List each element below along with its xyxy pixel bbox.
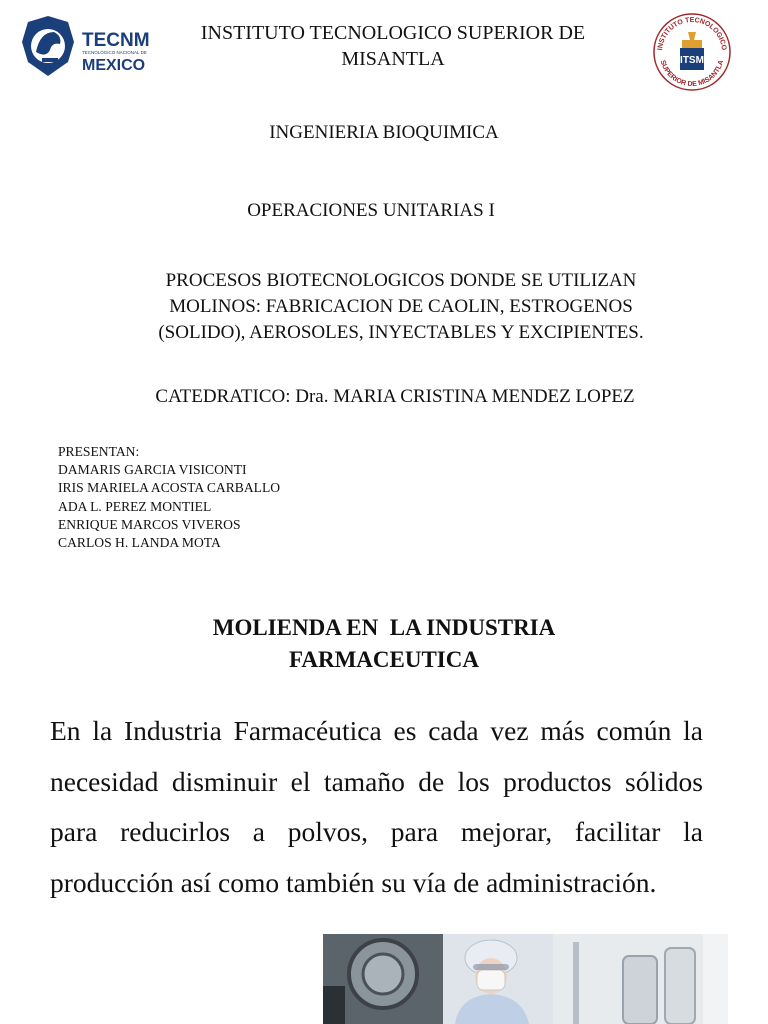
presenter-name: ADA L. PEREZ MONTIEL: [58, 498, 212, 514]
section-heading-line1: MOLIENDA EN LA INDUSTRIA: [212, 615, 556, 640]
career-name: INGENIERIA BIOQUIMICA: [269, 122, 499, 143]
svg-text:SUPERIOR DE MISANTLA: SUPERIOR DE MISANTLA: [658, 59, 726, 89]
laboratory-photo: [323, 934, 728, 1024]
svg-text:TECNOLÓGICO NACIONAL DE: TECNOLÓGICO NACIONAL DE: [82, 50, 147, 55]
teacher-name: CATEDRATICO: Dra. MARIA CRISTINA MENDEZ LOPEZ: [155, 386, 635, 407]
svg-text:TECNM: TECNM: [82, 30, 150, 51]
presenter-name: ENRIQUE MARCOS VIVEROS: [58, 516, 241, 532]
presenter-name: DAMARIS GARCIA VISICONTI: [58, 462, 247, 478]
institute-name: [175, 20, 611, 72]
svg-text:INSTITUTO TECNOLOGICO: INSTITUTO TECNOLOGICO: [657, 16, 728, 51]
svg-text:MEXICO: MEXICO: [82, 57, 146, 74]
presenters-list: [58, 443, 280, 552]
institute-name-line1: INSTITUTO TECNOLOGICO SUPERIOR DE: [200, 22, 586, 44]
section-heading: [120, 612, 648, 676]
topic-title-line1: PROCESOS BIOTECNOLOGICOS DONDE SE UTILIZAN: [165, 270, 637, 291]
svg-text:ITSM: ITSM: [680, 55, 704, 66]
subject-name: OPERACIONES UNITARIAS I: [247, 200, 495, 221]
presenter-name: CARLOS H. LANDA MOTA: [58, 535, 221, 551]
topic-title-line3: (SOLIDO), AEROSOLES, INYECTABLES Y EXCIPIENTES.: [158, 322, 644, 343]
presenters-label: PRESENTAN:: [58, 444, 140, 459]
topic-title: [115, 268, 687, 346]
itsm-seal-logo: [652, 12, 732, 92]
institute-name-line2: MISANTLA: [341, 48, 445, 70]
topic-title-line2: MOLINOS: FABRICACION DE CAOLIN, ESTROGENOS: [169, 296, 633, 317]
section-body-paragraph: En la Industria Farmacéutica es cada vez más común la necesidad disminuir el tamaño de los productos sólidos para reducirlos a polvos, para mejorar, facilitar la producción así como también su vía de administración.: [50, 715, 703, 898]
section-heading-line2: FARMACEUTICA: [289, 647, 479, 672]
tecnm-logo: [22, 14, 170, 86]
presenter-name: IRIS MARIELA ACOSTA CARBALLO: [58, 480, 281, 496]
